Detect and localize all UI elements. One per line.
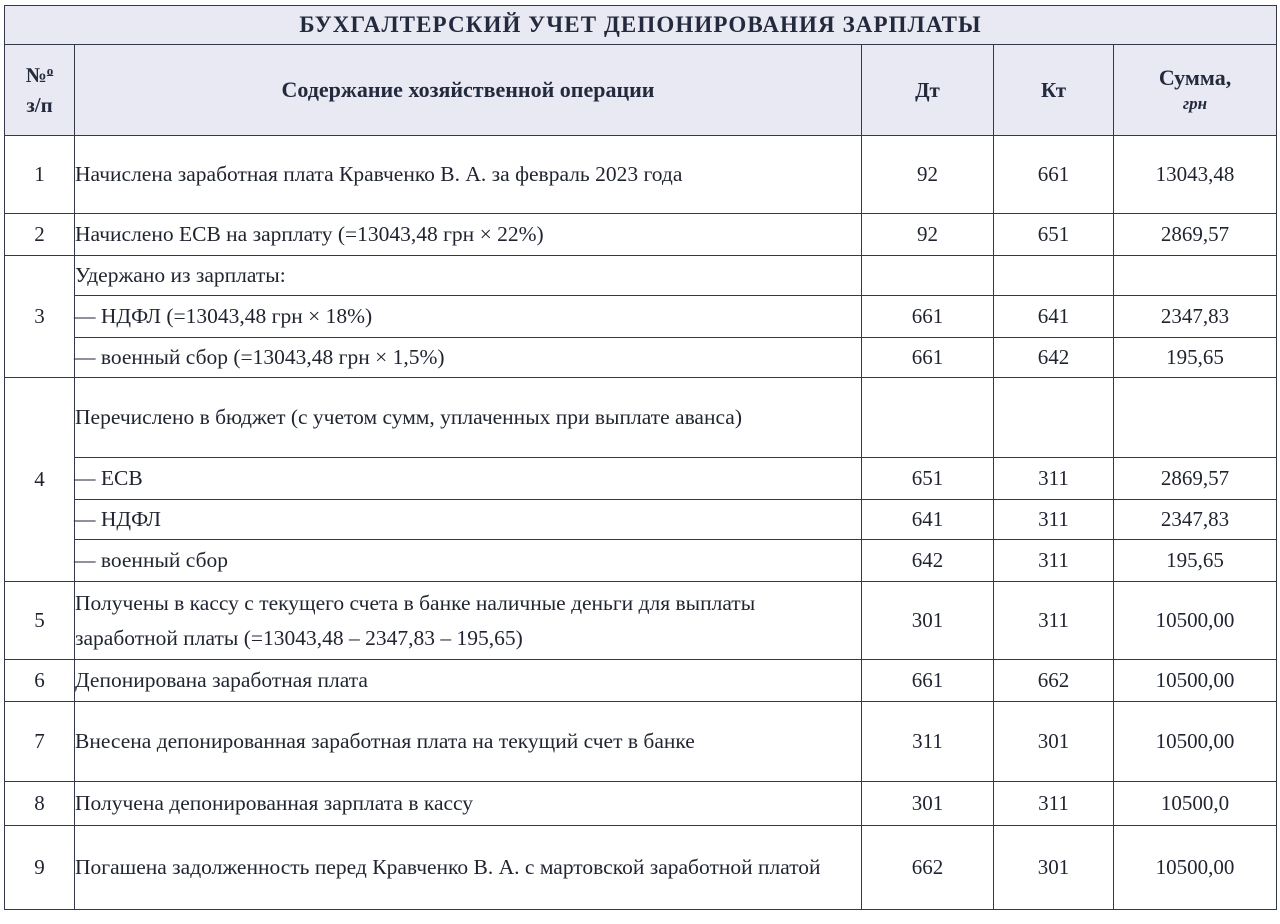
debit-account-cell: 661 xyxy=(862,338,994,378)
table-row xyxy=(5,782,1277,826)
amount-cell: 2347,83 xyxy=(1114,296,1277,338)
operation-sub-item: — НДФЛ (=13043,48 грн × 18%) xyxy=(75,296,862,338)
table-row xyxy=(5,540,1277,582)
credit-account-cell: 662 xyxy=(994,660,1114,702)
debit-account-cell: 301 xyxy=(862,782,994,826)
amount-cell: 195,65 xyxy=(1114,540,1277,582)
credit-account-cell: 311 xyxy=(994,782,1114,826)
table-row xyxy=(5,136,1277,214)
credit-account-cell: 651 xyxy=(994,214,1114,256)
credit-account-cell: 661 xyxy=(994,136,1114,214)
row-number-cell: 9 xyxy=(5,826,75,910)
operation-description: Начислена заработная плата Кравченко В. А. за февраль 2023 года xyxy=(75,136,862,214)
row-number-cell: 8 xyxy=(5,782,75,826)
debit-account-cell: 301 xyxy=(862,582,994,660)
operation-sub-item: — военный сбор xyxy=(75,540,862,582)
credit-account-cell: 311 xyxy=(994,500,1114,540)
table-row xyxy=(5,702,1277,782)
column-header-number-line1: № xyxy=(25,62,47,87)
amount-cell: 195,65 xyxy=(1114,338,1277,378)
table-body xyxy=(5,6,1277,910)
credit-account-cell: 301 xyxy=(994,702,1114,782)
table-row xyxy=(5,458,1277,500)
credit-account-cell xyxy=(994,378,1114,458)
operation-description: Внесена депонированная заработная плата на текущий счет в банке xyxy=(75,702,862,782)
operation-description: Получена депонированная зарплата в кассу xyxy=(75,782,862,826)
debit-account-cell: 92 xyxy=(862,214,994,256)
table-row xyxy=(5,582,1277,660)
credit-account-cell: 641 xyxy=(994,296,1114,338)
row-number-cell: 1 xyxy=(5,136,75,214)
operation-description: Перечислено в бюджет (с учетом сумм, уплаченных при выплате аванса) xyxy=(75,378,862,458)
table-title-row xyxy=(5,6,1277,45)
column-header-debit: Дт xyxy=(862,45,994,136)
table-row xyxy=(5,214,1277,256)
credit-account-cell: 642 xyxy=(994,338,1114,378)
column-header-sum-unit: грн xyxy=(1182,94,1208,113)
credit-account-cell: 311 xyxy=(994,582,1114,660)
debit-account-cell xyxy=(862,256,994,296)
amount-cell: 10500,00 xyxy=(1114,660,1277,702)
debit-account-cell xyxy=(862,378,994,458)
credit-account-cell: 311 xyxy=(994,540,1114,582)
row-number-cell: 3 xyxy=(5,256,75,378)
debit-account-cell: 92 xyxy=(862,136,994,214)
table-header-row xyxy=(5,45,1277,136)
amount-cell: 2347,83 xyxy=(1114,500,1277,540)
operation-description: Удержано из зарплаты: xyxy=(75,256,862,296)
operation-description: Погашена задолженность перед Кравченко В. А. с мартовской заработной платой xyxy=(75,826,862,910)
amount-cell: 10500,00 xyxy=(1114,826,1277,910)
amount-cell: 2869,57 xyxy=(1114,458,1277,500)
credit-account-cell: 311 xyxy=(994,458,1114,500)
debit-account-cell: 651 xyxy=(862,458,994,500)
amount-cell xyxy=(1114,256,1277,296)
amount-cell: 10500,00 xyxy=(1114,702,1277,782)
debit-account-cell: 661 xyxy=(862,660,994,702)
amount-cell: 10500,0 xyxy=(1114,782,1277,826)
table-row xyxy=(5,296,1277,338)
debit-account-cell: 661 xyxy=(862,296,994,338)
column-header-sum-label: Сумма, xyxy=(1158,64,1232,90)
row-number-cell: 7 xyxy=(5,702,75,782)
operation-description: Начислено ЕСВ на зарплату (=13043,48 грн × 22%) xyxy=(75,214,862,256)
debit-account-cell: 642 xyxy=(862,540,994,582)
debit-account-cell: 662 xyxy=(862,826,994,910)
operation-sub-item: — НДФЛ xyxy=(75,500,862,540)
row-number-cell: 5 xyxy=(5,582,75,660)
amount-cell: 10500,00 xyxy=(1114,582,1277,660)
operation-sub-item: — военный сбор (=13043,48 грн × 1,5%) xyxy=(75,338,862,378)
debit-account-cell: 641 xyxy=(862,500,994,540)
amount-cell: 13043,48 xyxy=(1114,136,1277,214)
column-header-number xyxy=(5,45,75,136)
table-row xyxy=(5,256,1277,296)
operation-sub-item: — ЕСВ xyxy=(75,458,862,500)
column-header-credit: Кт xyxy=(994,45,1114,136)
column-header-number-superscript: о xyxy=(46,62,54,78)
row-number-cell: 4 xyxy=(5,378,75,582)
amount-cell xyxy=(1114,378,1277,458)
table-row xyxy=(5,500,1277,540)
column-header-number-line2: з/п xyxy=(26,93,53,117)
amount-cell: 2869,57 xyxy=(1114,214,1277,256)
credit-account-cell xyxy=(994,256,1114,296)
table-row xyxy=(5,378,1277,458)
table-row xyxy=(5,826,1277,910)
row-number-cell: 2 xyxy=(5,214,75,256)
row-number-cell: 6 xyxy=(5,660,75,702)
credit-account-cell: 301 xyxy=(994,826,1114,910)
debit-account-cell: 311 xyxy=(862,702,994,782)
accounting-entries-table xyxy=(4,5,1277,910)
operation-description: Получены в кассу с текущего счета в банке наличные деньги для выплаты заработной платы (=13043,48 – 2347,83 – 195,65) xyxy=(75,582,862,660)
column-header-description: Содержание хозяйственной операции xyxy=(75,45,862,136)
column-header-sum xyxy=(1114,45,1277,136)
table-title: БУХГАЛТЕРСКИЙ УЧЕТ ДЕПОНИРОВАНИЯ ЗАРПЛАТЫ xyxy=(5,6,1277,45)
operation-description: Депонирована заработная плата xyxy=(75,660,862,702)
table-row xyxy=(5,338,1277,378)
table-row xyxy=(5,660,1277,702)
